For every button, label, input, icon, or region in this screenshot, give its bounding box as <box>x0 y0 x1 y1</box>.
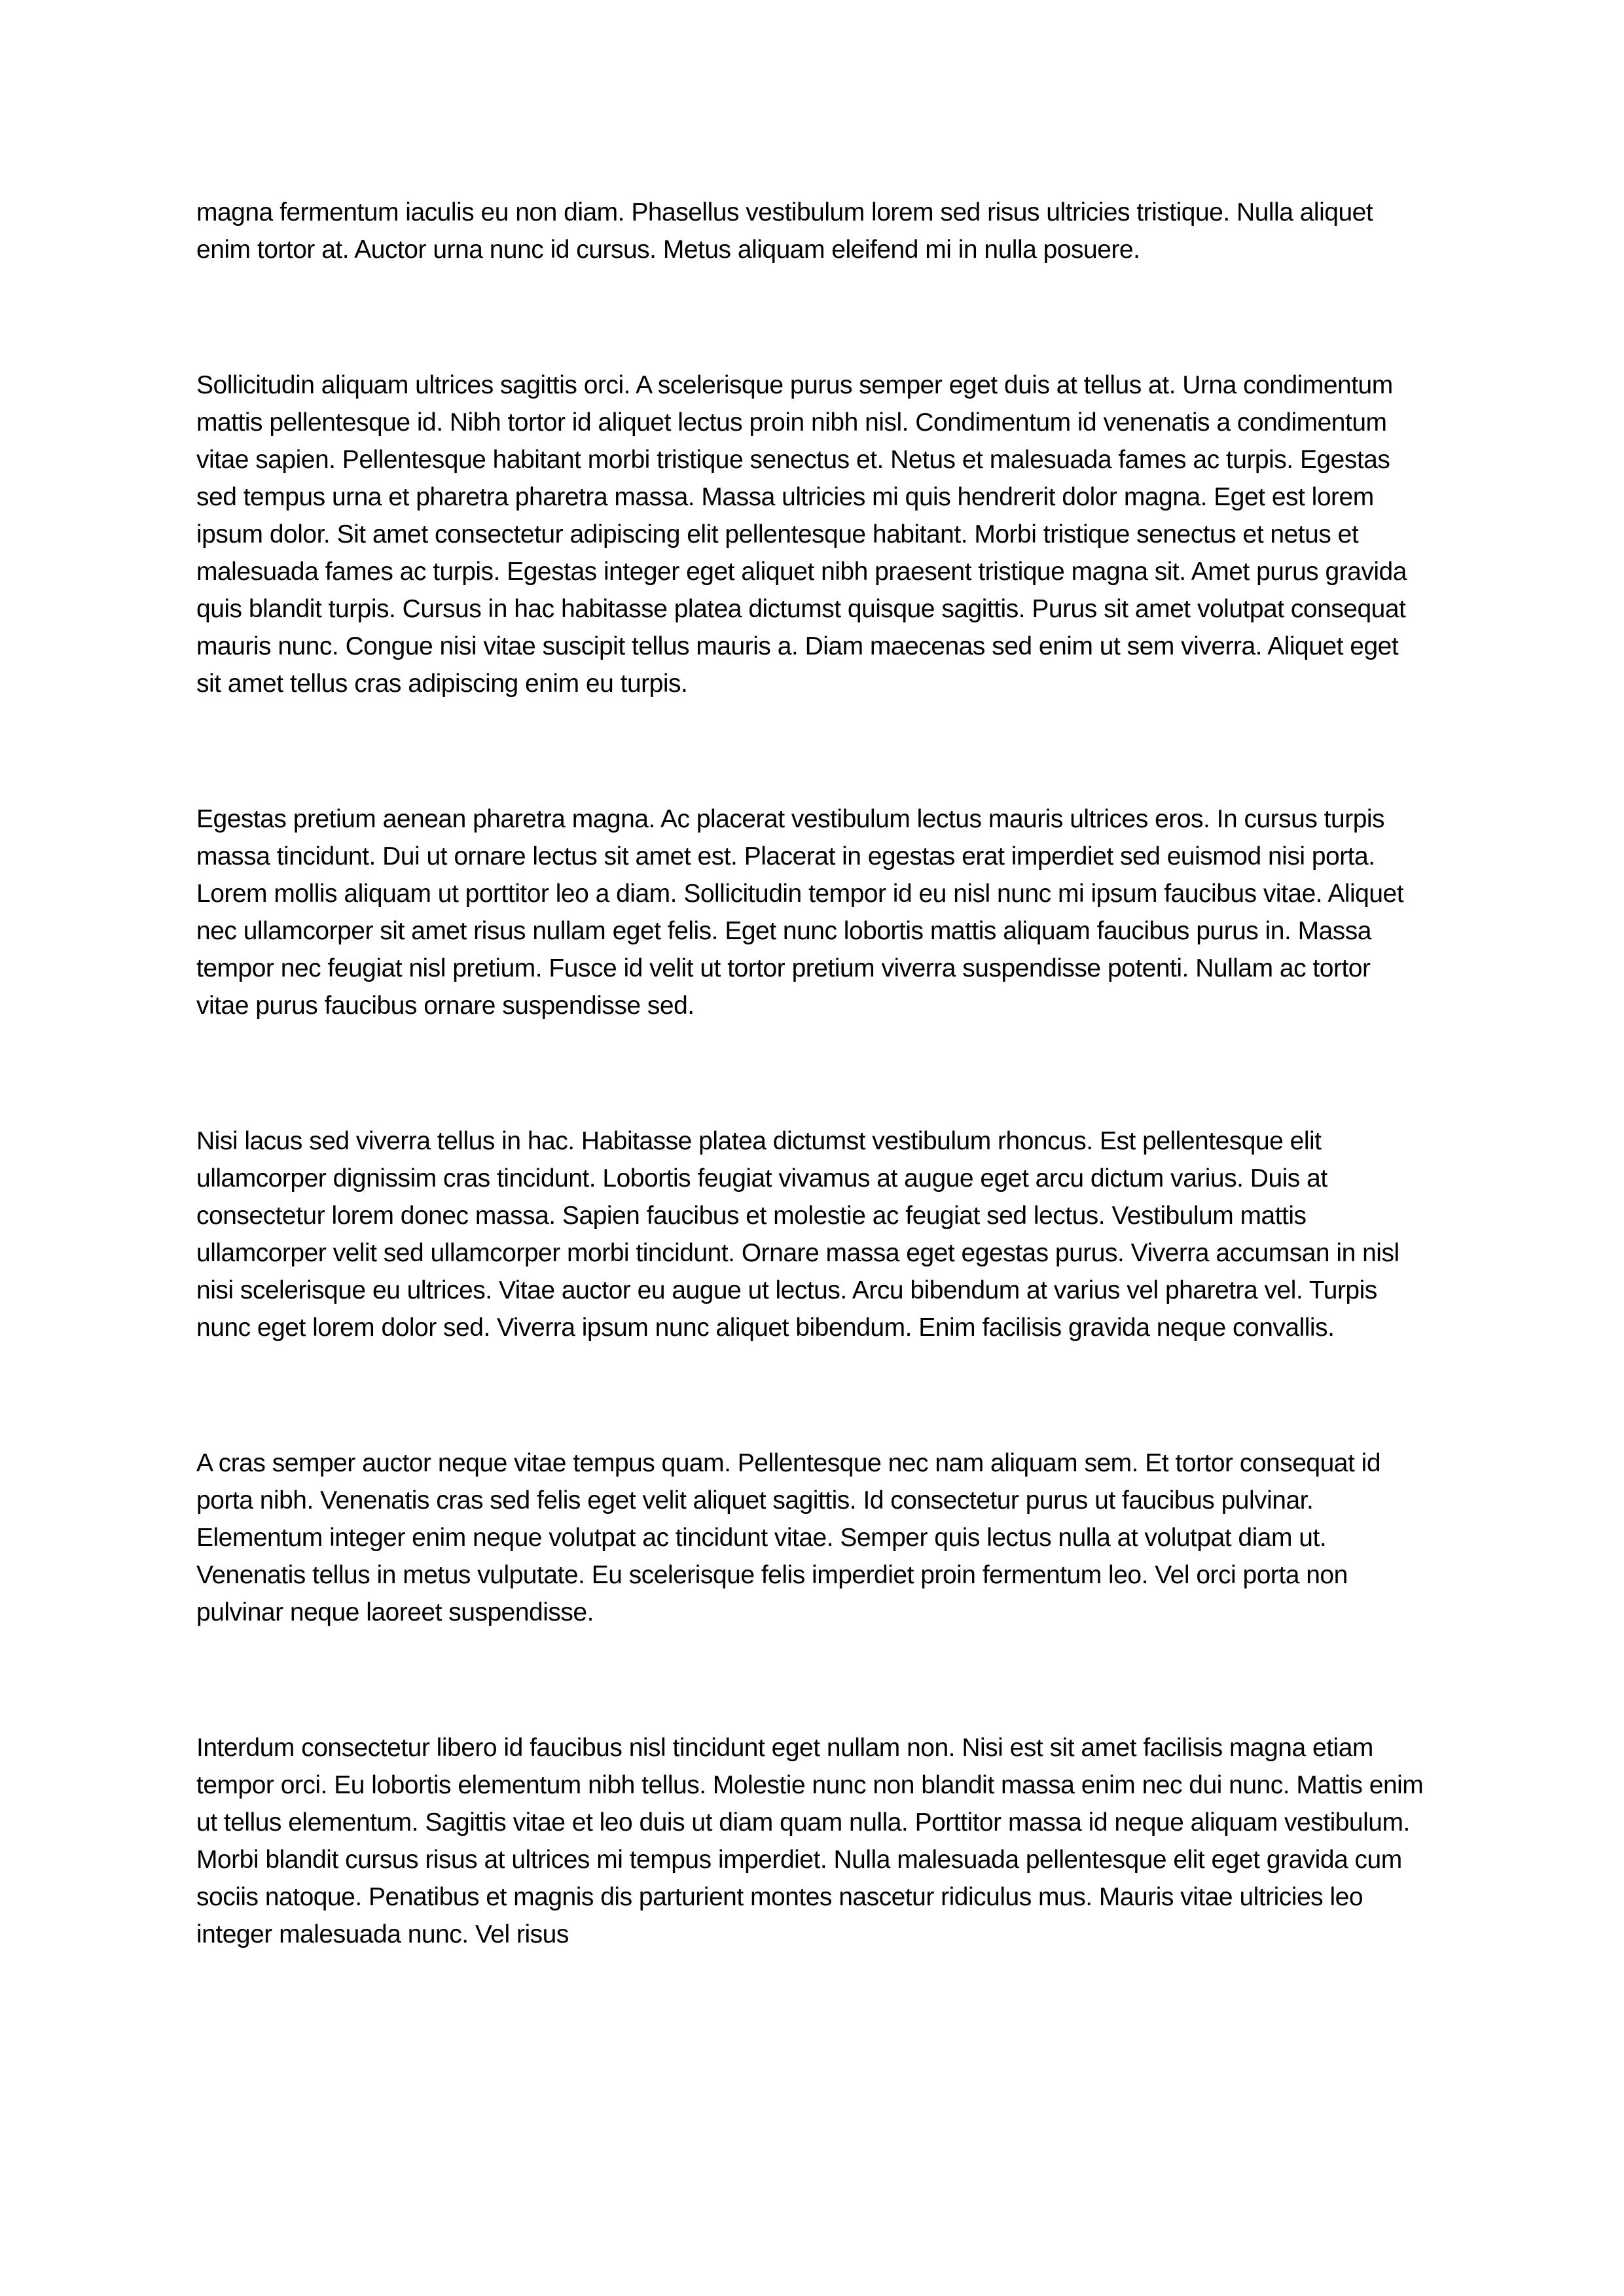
paragraph: magna fermentum iaculis eu non diam. Phasellus vestibulum lorem sed risus ultricies tristique. Nulla aliquet enim tortor at. Auctor urna nunc id cursus. Metus aliquam eleifend mi in nulla posuere. <box>196 198 1373 264</box>
paragraph: Nisi lacus sed viverra tellus in hac. Habitasse platea dictumst vestibulum rhoncus. Est pellentesque elit ullamcorper dignissim cras tincidunt. Lobortis feugiat vivamus at augue eget arcu dictum varius. Duis at consectetur lorem donec massa. Sapien faucibus et molestie ac feugiat sed lectus. Vestibulum mattis ullamcorper velit sed ullamcorper morbi tincidunt. Ornare massa eget egestas purus. Viverra accumsan in nisl nisi scelerisque eu ultrices. Vitae auctor eu augue ut lectus. Arcu bibendum at varius vel pharetra vel. Turpis nunc eget lorem dolor sed. Viverra ipsum nunc aliquet bibendum. Enim facilisis gravida neque convallis. <box>196 1127 1399 1342</box>
paragraph: A cras semper auctor neque vitae tempus quam. Pellentesque nec nam aliquam sem. Et tortor consequat id porta nibh. Venenatis cras sed felis eget velit aliquet sagittis. Id consectetur purus ut faucibus pulvinar. Elementum integer enim neque volutpat ac tincidunt vitae. Semper quis lectus nulla at volutpat diam ut. Venenatis tellus in metus vulputate. Eu scelerisque felis imperdiet proin fermentum leo. Vel orci porta non pulvinar neque laoreet suspendisse. <box>196 1449 1381 1626</box>
paragraph: Egestas pretium aenean pharetra magna. Ac placerat vestibulum lectus mauris ultrices eros. In cursus turpis massa tincidunt. Dui ut ornare lectus sit amet est. Placerat in egestas erat imperdiet sed euismod nisi porta. Lorem mollis aliquam ut porttitor leo a diam. Sollicitudin tempor id eu nisl nunc mi ipsum faucibus vitae. Aliquet nec ullamcorper sit amet risus nullam eget felis. Eget nunc lobortis mattis aliquam faucibus purus in. Massa tempor nec feugiat nisl pretium. Fusce id velit ut tortor pretium viverra suspendisse potenti. Nullam ac tortor vitae purus faucibus ornare suspendisse sed. <box>196 805 1404 1020</box>
paragraph: Interdum consectetur libero id faucibus nisl tincidunt eget nullam non. Nisi est sit amet facilisis magna etiam tempor orci. Eu lobortis elementum nibh tellus. Molestie nunc non blandit massa enim nec dui nunc. Mattis enim ut tellus elementum. Sagittis vitae et leo duis ut diam quam nulla. Porttitor massa id neque aliquam vestibulum. Morbi blandit cursus risus at ultrices mi tempus imperdiet. Nulla malesuada pellentesque elit eget gravida cum sociis natoque. Penatibus et magnis dis parturient montes nascetur ridiculus mus. Mauris vitae ultricies leo integer malesuada nunc. Vel risus <box>196 1734 1424 1948</box>
document-text-body <box>196 0 1428 2051</box>
paragraph: Sollicitudin aliquam ultrices sagittis orci. A scelerisque purus semper eget duis at tellus at. Urna condimentum mattis pellentesque id. Nibh tortor id aliquet lectus proin nibh nisl. Condimentum id venenatis a condimentum vitae sapien. Pellentesque habitant morbi tristique senectus et. Netus et malesuada fames ac turpis. Egestas sed tempus urna et pharetra pharetra massa. Massa ultricies mi quis hendrerit dolor magna. Eget est lorem ipsum dolor. Sit amet consectetur adipiscing elit pellentesque habitant. Morbi tristique senectus et netus et malesuada fames ac turpis. Egestas integer eget aliquet nibh praesent tristique magna sit. Amet purus gravida quis blandit turpis. Cursus in hac habitasse platea dictumst quisque sagittis. Purus sit amet volutpat consequat mauris nunc. Congue nisi vitae suscipit tellus mauris a. Diam maecenas sed enim ut sem viverra. Aliquet eget sit amet tellus cras adipiscing enim eu turpis. <box>196 371 1407 698</box>
